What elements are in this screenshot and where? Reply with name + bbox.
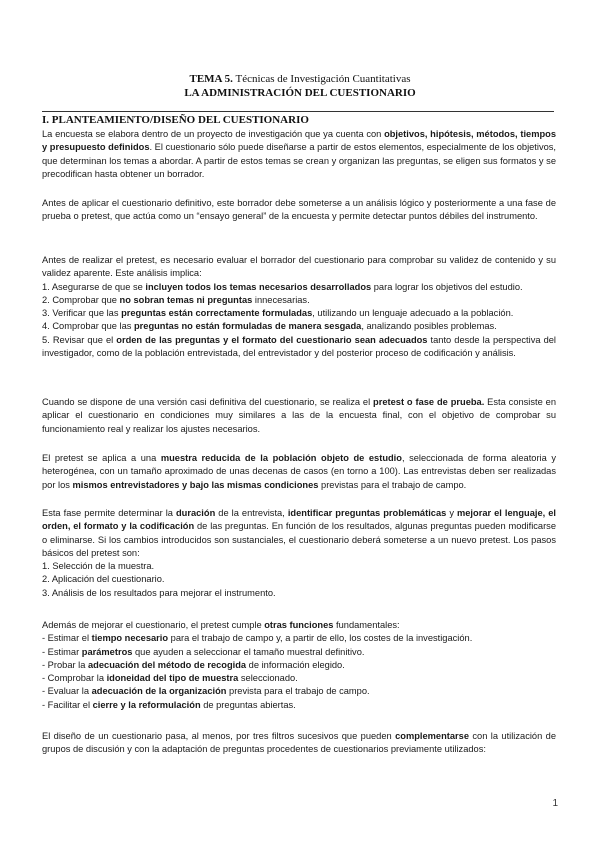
text: Antes de realizar el pretest, es necesario evaluar el borrador del cuestionario para comprobar su validez de contenido y su validez aparente. Este análisis implica: bbox=[42, 255, 556, 279]
paragraph-functions bbox=[42, 619, 556, 712]
page-number: 1 bbox=[552, 798, 558, 809]
section-title: I. PLANTEAMIENTO/DISEÑO DEL CUESTIONARIO bbox=[42, 114, 309, 126]
paragraph-sample bbox=[42, 452, 556, 492]
text: Esta fase permite determinar la bbox=[42, 508, 176, 518]
list-item: 1. Asegurarse de que se incluyen todos los temas necesarios desarrollados para lograr los objetivos del estudio. bbox=[42, 281, 523, 292]
list-item: - Comprobar la idoneidad del tipo de muestra seleccionado. bbox=[42, 673, 298, 684]
paragraph-intro bbox=[42, 128, 556, 181]
list-item: 3. Análisis de los resultados para mejorar el instrumento. bbox=[42, 587, 276, 598]
text: . El cuestionario sólo puede diseñarse a partir de estos elementos, especialmente de los objetivos, que determinan los temas a abordar. A partir de estos temas se crean y organizan las preguntas, se eligen sus formatos y se precodifican hasta obtener un borrador. bbox=[42, 142, 556, 179]
paragraph-phase bbox=[42, 507, 556, 600]
list-item: 1. Selección de la muestra. bbox=[42, 561, 155, 572]
text: , seleccionada de forma aleatoria y heterogénea, con un tamaño aproximado de unas decenas de casos (en torno a 100). Las entrevistas deben ser realizadas por los bbox=[42, 453, 556, 490]
bold-text: identificar preguntas problemáticas bbox=[287, 508, 447, 518]
list-item: 3. Verificar que las preguntas están correctamente formuladas, utilizando un lenguaje adecuado a la población. bbox=[42, 308, 514, 319]
text: El diseño de un cuestionario pasa, al menos, por tres filtros sucesivos que pueden bbox=[42, 731, 396, 741]
bold-text: otras funciones bbox=[264, 620, 334, 630]
text: y bbox=[446, 508, 457, 518]
list-item: 2. Comprobar que no sobran temas ni preguntas innecesarias. bbox=[42, 294, 310, 305]
text: Antes de aplicar el cuestionario definitivo, este borrador debe someterse a un análisis lógico y posteriormente a una fase de prueba o pretest, que actúa como un “ensayo general” de la encuesta y permite detectar puntos débiles del instrumento. bbox=[42, 198, 556, 222]
list-item: - Estimar el tiempo necesario para el trabajo de campo y, a partir de ello, los costes de la investigación. bbox=[42, 633, 473, 644]
bold-text: pretest o fase de prueba. bbox=[373, 397, 485, 407]
text: de las preguntas. En función de los resultados, algunas preguntas pueden modificarse o eliminarse. Si los cambios introducidos son sustanciales, el cuestionario deberá someterse a un nuevo pretest. Los pasos básicos del pretest son: bbox=[42, 521, 556, 558]
paragraph-validity bbox=[42, 254, 556, 360]
bold-text: objetivos, hipótesis, métodos, tiempos y presupuesto definidos bbox=[42, 129, 556, 153]
text: Cuando se dispone de una versión casi definitiva del cuestionario, se realiza el bbox=[42, 397, 374, 407]
paragraph-filters bbox=[42, 730, 556, 757]
list-item: - Estimar parámetros que ayuden a seleccionar el tamaño muestral definitivo. bbox=[42, 646, 365, 657]
bold-text: mismos entrevistadores y bajo las mismas condiciones bbox=[72, 479, 319, 490]
text: Esta consiste en aplicar el cuestionario en condiciones muy similares a las de la encuesta final, con el objetivo de comprobar su funcionamiento real y realizar los ajustes necesarios. bbox=[42, 397, 556, 434]
list-item: - Probar la adecuación del método de recogida de información elegido. bbox=[42, 659, 345, 670]
list-item: 2. Aplicación del cuestionario. bbox=[42, 574, 165, 585]
document-subtitle: LA ADMINISTRACIÓN DEL CUESTIONARIO bbox=[184, 87, 416, 99]
list-item: 5. Revisar que el orden de las preguntas y el formato del cuestionario sean adecuados tanto desde la perspectiva del investigador, como de la población entrevistada, del entrevistador y del posterior proceso de codificación y análisis. bbox=[42, 334, 556, 359]
list-item: 4. Comprobar que las preguntas no están formuladas de manera sesgada, analizando posibles problemas. bbox=[42, 321, 497, 332]
tema-title: Técnicas de Investigación Cuantitativas bbox=[235, 73, 411, 85]
bold-text: duración bbox=[175, 508, 216, 518]
paragraph-draft bbox=[42, 197, 556, 224]
bold-text: muestra reducida de la población objeto de estudio bbox=[160, 453, 402, 463]
list-item: - Evaluar la adecuación de la organización prevista para el trabajo de campo. bbox=[42, 686, 370, 697]
paragraph-pretest bbox=[42, 396, 556, 436]
text: El pretest se aplica a una bbox=[42, 453, 161, 463]
text: La encuesta se elabora dentro de un proyecto de investigación que ya cuenta con bbox=[42, 129, 385, 139]
text: Además de mejorar el cuestionario, el pretest cumple bbox=[42, 620, 265, 630]
text: de la entrevista, bbox=[215, 508, 288, 518]
list-item: - Facilitar el cierre y la reformulación de preguntas abiertas. bbox=[42, 699, 296, 710]
text: previstas para el trabajo de campo. bbox=[318, 479, 467, 490]
bold-text: complementarse bbox=[395, 731, 469, 741]
tema-label: TEMA 5. bbox=[189, 73, 233, 85]
bold-text: mejorar el lenguaje, el orden, el formato y la codificación bbox=[42, 508, 556, 532]
text: con la utilización de grupos de discusión y con la adaptación de preguntas procedentes de cuestionarios previamente utilizados: bbox=[42, 731, 556, 755]
text: fundamentales: bbox=[333, 620, 400, 630]
header-divider bbox=[42, 111, 554, 112]
document-title bbox=[0, 73, 600, 86]
